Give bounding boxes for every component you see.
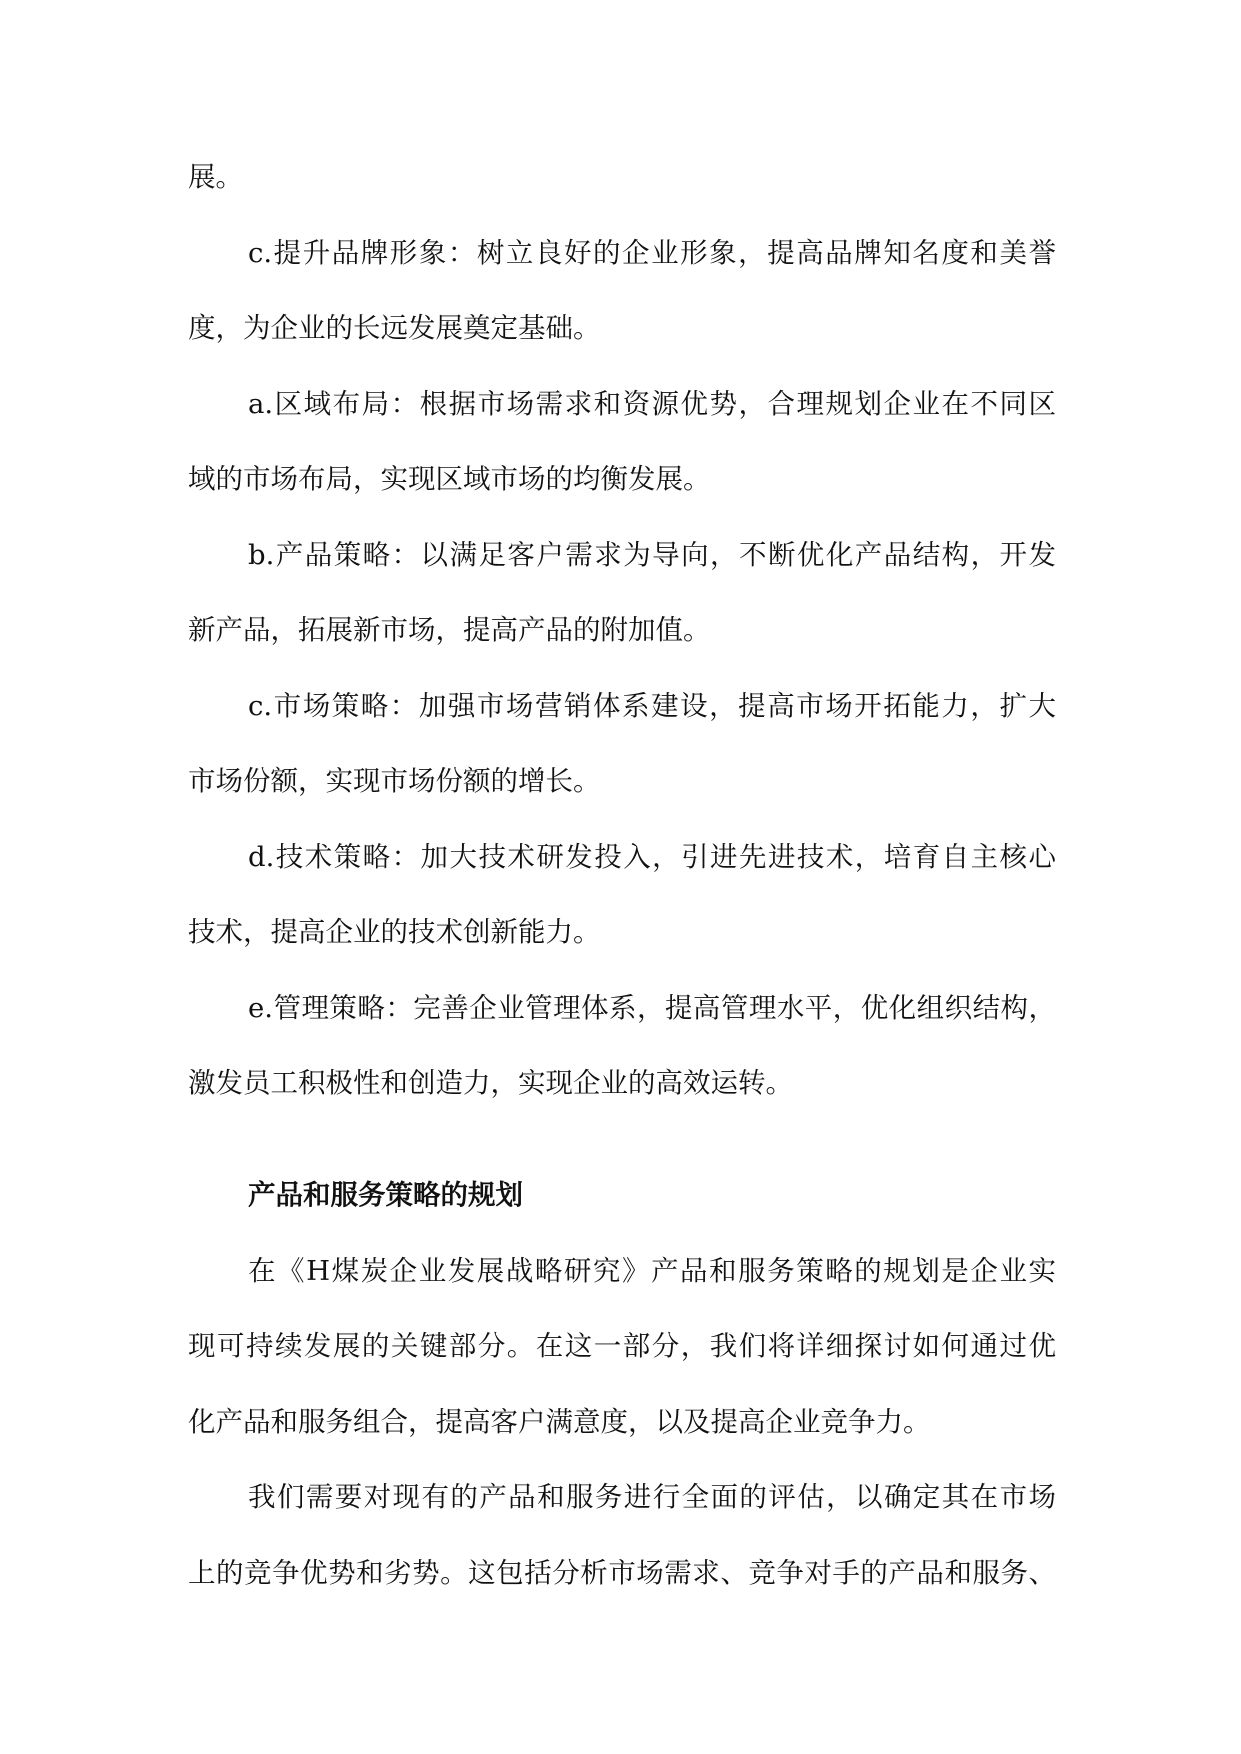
text-line: 展。 — [188, 161, 243, 193]
text-line: d.技术策略：加大技术研发投入，引进先进技术，培育自主核心 — [248, 840, 1056, 873]
text-line: 化产品和服务组合，提高客户满意度，以及提高企业竞争力。 — [188, 1405, 931, 1438]
text-line: 市场份额，实现市场份额的增长。 — [188, 765, 601, 797]
paragraph-continuation — [188, 140, 1056, 216]
text-line: 度，为企业的长远发展奠定基础。 — [188, 312, 601, 344]
text-line: 激发员工积极性和创造力，实现企业的高效运转。 — [188, 1067, 793, 1099]
text-line: a.区域布局：根据市场需求和资源优势，合理规划企业在不同区 — [248, 387, 1056, 420]
item-c-market-strategy — [188, 669, 1056, 820]
text-line: b.产品策略：以满足客户需求为导向，不断优化产品结构，开发 — [248, 538, 1056, 571]
text-line: 在《H煤炭企业发展战略研究》产品和服务策略的规划是企业实 — [248, 1254, 1056, 1287]
text-line: 我们需要对现有的产品和服务进行全面的评估，以确定其在市场 — [248, 1481, 1056, 1513]
item-d-technology-strategy — [188, 820, 1056, 971]
section-heading: 产品和服务策略的规划 — [248, 1179, 523, 1211]
item-e-management-strategy — [188, 971, 1056, 1122]
paragraph-evaluation — [188, 1460, 1056, 1611]
text-line: 新产品，拓展新市场，提高产品的附加值。 — [188, 614, 711, 646]
text-line: c.提升品牌形象：树立良好的企业形象，提高品牌知名度和美誉 — [248, 236, 1056, 269]
text-line: 域的市场布局，实现区域市场的均衡发展。 — [188, 463, 711, 495]
paragraph-intro — [188, 1234, 1056, 1461]
item-c-brand-image — [188, 216, 1056, 367]
text-line: c.市场策略：加强市场营销体系建设，提高市场开拓能力，扩大 — [248, 689, 1056, 722]
text-line: e.管理策略：完善企业管理体系，提高管理水平，优化组织结构， — [248, 991, 1056, 1024]
document-body — [188, 140, 1056, 1611]
text-line: 技术，提高企业的技术创新能力。 — [188, 916, 601, 948]
text-line: 现可持续发展的关键部分。在这一部分，我们将详细探讨如何通过优 — [188, 1330, 1056, 1362]
item-a-regional-layout — [188, 367, 1056, 518]
item-b-product-strategy — [188, 518, 1056, 669]
text-line: 上的竞争优势和劣势。这包括分析市场需求、竞争对手的产品和服务、 — [188, 1556, 1056, 1589]
